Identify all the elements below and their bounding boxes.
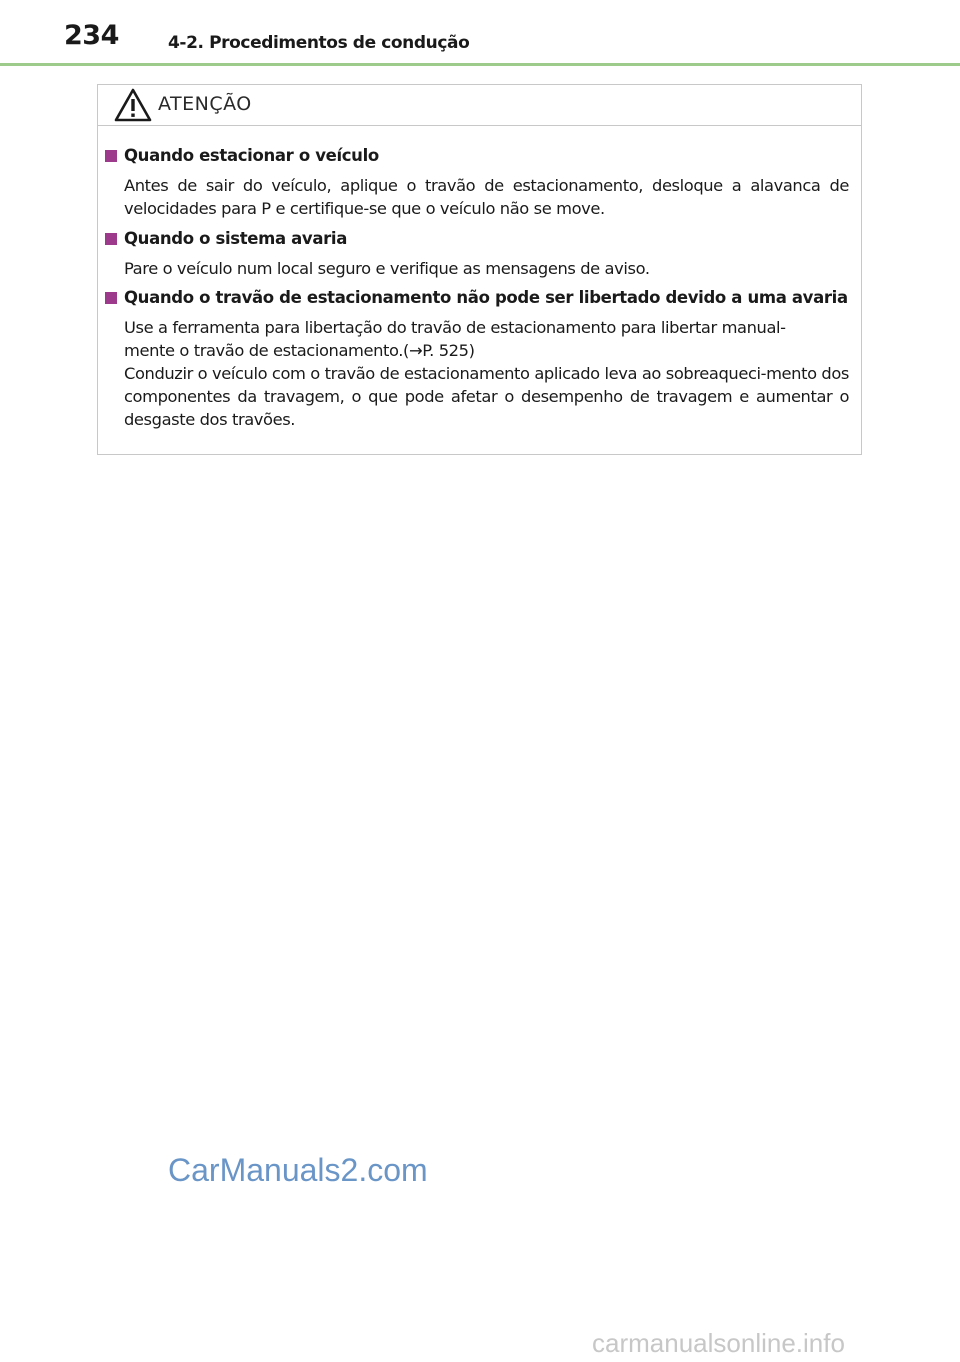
square-bullet-icon xyxy=(105,233,117,245)
item-text: Antes de sair do veículo, aplique o travão de estacionamento, desloque a alavanca de velocidades para P e certifique-se que o veículo não se move. xyxy=(124,176,849,218)
item-text-line: Conduzir o veículo com o travão de estacionamento aplicado leva ao sobreaqueci-mento dos componentes da travagem, o que pode afetar o desempenho de travagem e aumentar o desgaste dos travões. xyxy=(124,364,849,429)
item-title: Quando o travão de estacionamento não pode ser libertado devido a uma avaria xyxy=(124,288,848,307)
item-text-line: Use a ferramenta para libertação do travão de estacionamento para libertar manual- xyxy=(124,318,786,337)
page-number: 234 xyxy=(64,20,119,51)
watermark: CarManuals2.com xyxy=(168,1152,428,1188)
item-title: Quando estacionar o veículo xyxy=(124,146,379,165)
square-bullet-icon xyxy=(105,292,117,304)
warning-box xyxy=(97,84,862,455)
item-text: Pare o veículo num local seguro e verifique as mensagens de aviso. xyxy=(124,259,650,278)
section-title: 4-2. Procedimentos de condução xyxy=(168,33,470,53)
item-text-line: mente o travão de estacionamento.( xyxy=(124,341,410,360)
page-header xyxy=(0,0,960,66)
warning-label: ATENÇÃO xyxy=(158,93,252,115)
header-rule xyxy=(0,63,960,66)
page-reference: P. 525) xyxy=(422,341,475,360)
arrow-icon: → xyxy=(409,341,423,360)
item-text xyxy=(124,316,849,431)
square-bullet-icon xyxy=(105,150,117,162)
item-title: Quando o sistema avaria xyxy=(124,229,347,248)
footer-watermark: carmanualsonline.info xyxy=(592,1328,845,1358)
warning-header xyxy=(98,85,861,126)
warning-triangle-icon xyxy=(114,88,152,122)
